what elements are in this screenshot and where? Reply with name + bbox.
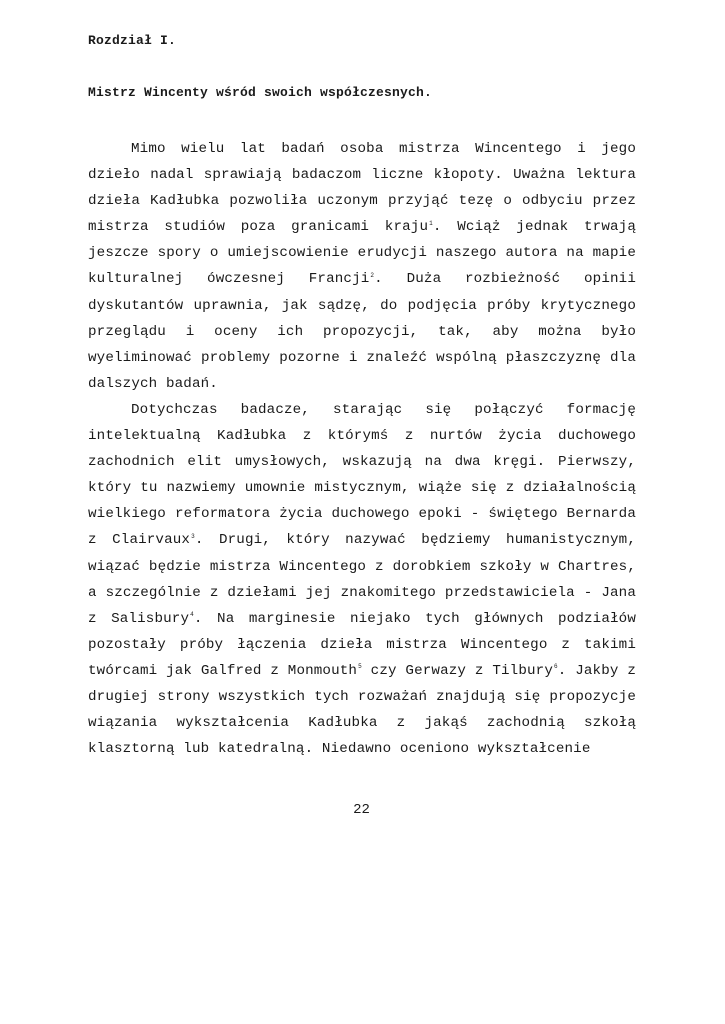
paragraph-1-text: . Wciąż jednak trwają jeszcze spory o umiejscowienie erudycji naszego autora na mapie kulturalnej ówczesnej Francji: [88, 219, 636, 288]
paragraph-2-text: . Jakby z drugiej strony wszystkich tych rozważań znajdują się propozycje wiązania wykształcenia Kadłubka z jakąś zachodnią szkołą klasztorną lub katedralną. Niedawno oceniono wykształcenie: [88, 662, 636, 758]
footnote-ref-2: 2: [370, 271, 375, 279]
footnote-ref-1: 1: [429, 219, 433, 227]
paragraph-2-text: . Na marginesie niejako tych głównych podziałów pozostały próby łączenia dzieła mistrza Wincentego z takimi twórcami jak Galfred z Monmouth: [88, 610, 636, 679]
paragraph-1-text: Mimo wielu lat badań osoba mistrza Wincentego i jego dzieło nadal sprawiają badaczom liczne kłopoty. Uważna lektura dzieła Kadłubka pozwoliła uczonym przyjąć tezę o odbyciu przez mistrza studiów poza granicami kraju: [88, 141, 636, 236]
footnote-ref-4: 4: [190, 610, 194, 618]
paragraph-2: [88, 397, 636, 762]
paragraph-1-text: . Duża rozbieżność opinii dyskutantów uprawnia, jak sądzę, do podjęcia próby krytycznego przeglądu i oceny ich propozycji, tak, aby można było wyeliminować problemy pozorne i znaleźć wspólną płaszczyznę dla dalszych badań.: [88, 271, 636, 392]
footnote-ref-3: 3: [191, 532, 195, 540]
paragraph-2-text: . Drugi, który nazywać będziemy humanistycznym, wiązać będzie mistrza Wincentego z dorobkiem szkoły w Chartres, a szczególnie z dziełami jej znakomitego przedstawiciela - Jana z Salisbury: [88, 532, 636, 627]
section-heading: Mistrz Wincenty wśród swoich współczesnych.: [88, 85, 433, 100]
chapter-label: Rozdział I.: [88, 33, 177, 48]
body-text: [88, 136, 636, 762]
footnote-ref-6: 6: [553, 663, 558, 671]
paragraph-2-text: czy Gerwazy z Tilbury: [361, 662, 553, 679]
page-number: 22: [353, 802, 370, 818]
paragraph-2-text: Dotychczas badacze, starając się połączyć formację intelektualną Kadłubka z którymś z nurtów życia duchowego zachodnich elit umysłowych, wskazują na dwa kręgi. Pierwszy, który tu nazwiemy umownie mistycznym, wiąże się z działalnością wielkiego reformatora życia duchowego epoki - świętego Bernarda z Clairvaux: [88, 401, 636, 549]
paragraph-1: [88, 136, 636, 397]
footnote-ref-5: 5: [358, 663, 362, 671]
